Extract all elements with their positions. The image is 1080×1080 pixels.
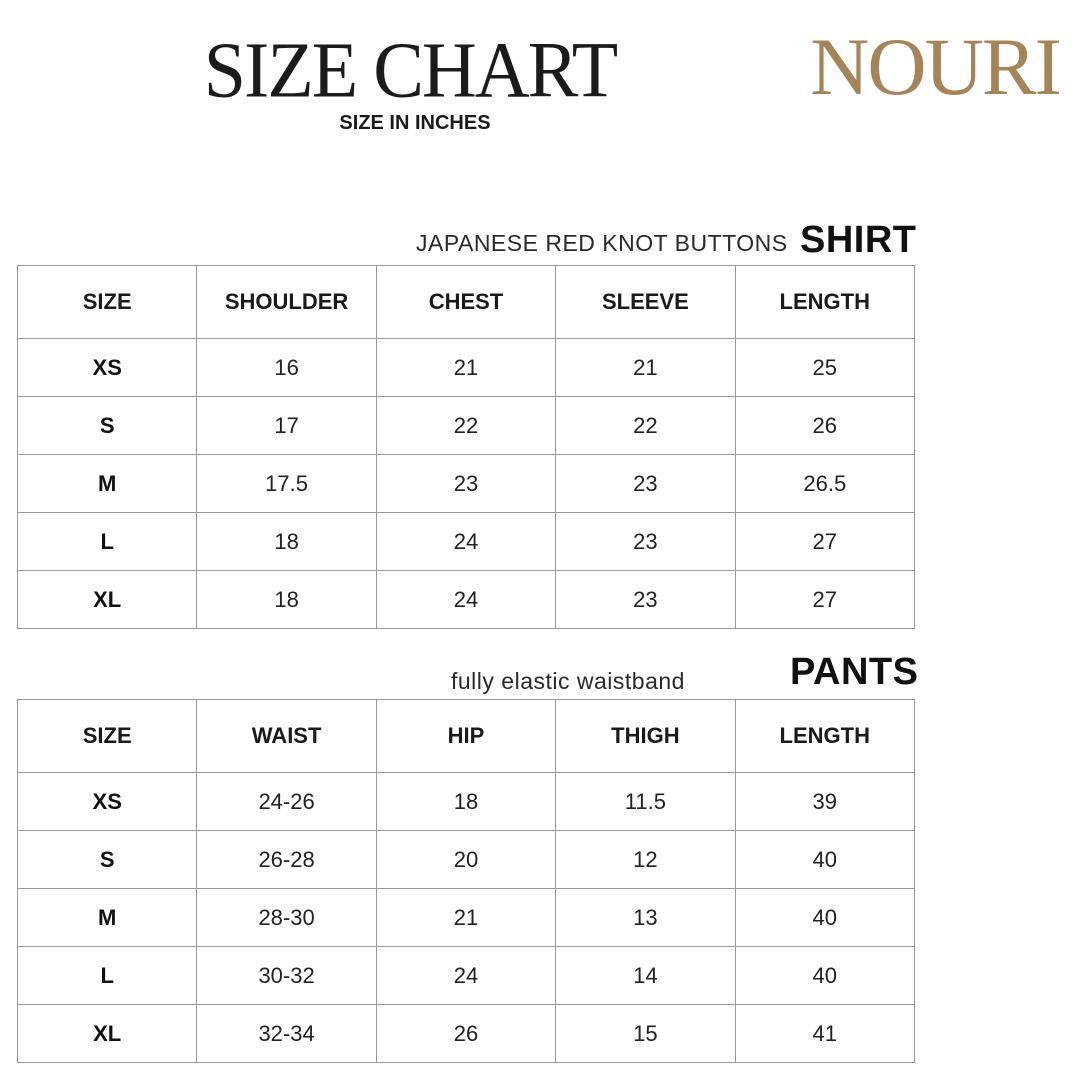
table-cell: 17.5 xyxy=(197,455,376,513)
size-cell: L xyxy=(18,513,197,571)
table-cell: 18 xyxy=(197,571,376,629)
table-cell: 40 xyxy=(735,889,914,947)
column-header: CHEST xyxy=(376,266,555,339)
pants-note: fully elastic waistband xyxy=(451,668,685,694)
page-subtitle: SIZE IN INCHES xyxy=(339,112,491,134)
shirt-title: SHIRT xyxy=(800,219,917,261)
size-cell: S xyxy=(18,397,197,455)
table-cell: 16 xyxy=(197,339,376,397)
size-cell: XL xyxy=(18,571,197,629)
table-row xyxy=(18,1005,915,1063)
table-cell: 39 xyxy=(735,773,914,831)
table-cell: 21 xyxy=(556,339,735,397)
size-cell: S xyxy=(18,831,197,889)
table-cell: 30-32 xyxy=(197,947,376,1005)
table-cell: 22 xyxy=(376,397,555,455)
table-cell: 28-30 xyxy=(197,889,376,947)
column-header: HIP xyxy=(376,700,555,773)
table-cell: 22 xyxy=(556,397,735,455)
table-cell: 24 xyxy=(376,571,555,629)
size-cell: XS xyxy=(18,339,197,397)
table-cell: 26 xyxy=(376,1005,555,1063)
table-cell: 32-34 xyxy=(197,1005,376,1063)
table-row xyxy=(18,889,915,947)
table-cell: 12 xyxy=(556,831,735,889)
table-cell: 23 xyxy=(556,571,735,629)
table-cell: 18 xyxy=(376,773,555,831)
shirt-size-table xyxy=(17,265,915,629)
table-row xyxy=(18,455,915,513)
table-cell: 24-26 xyxy=(197,773,376,831)
table-cell: 27 xyxy=(735,571,914,629)
table-cell: 20 xyxy=(376,831,555,889)
table-header-row xyxy=(18,266,915,339)
brand-logo: NOURI xyxy=(810,21,1060,112)
table-cell: 21 xyxy=(376,889,555,947)
table-cell: 21 xyxy=(376,339,555,397)
size-cell: L xyxy=(18,947,197,1005)
table-row xyxy=(18,339,915,397)
table-cell: 23 xyxy=(556,513,735,571)
table-cell: 24 xyxy=(376,513,555,571)
table-cell: 14 xyxy=(556,947,735,1005)
table-cell: 40 xyxy=(735,947,914,1005)
table-row xyxy=(18,397,915,455)
table-cell: 27 xyxy=(735,513,914,571)
pants-title: PANTS xyxy=(790,651,919,693)
table-cell: 25 xyxy=(735,339,914,397)
table-row xyxy=(18,571,915,629)
table-cell: 24 xyxy=(376,947,555,1005)
table-cell: 11.5 xyxy=(556,773,735,831)
table-cell: 26 xyxy=(735,397,914,455)
table-cell: 41 xyxy=(735,1005,914,1063)
column-header: LENGTH xyxy=(735,266,914,339)
table-row xyxy=(18,513,915,571)
size-cell: XL xyxy=(18,1005,197,1063)
table-row xyxy=(18,831,915,889)
size-cell: M xyxy=(18,455,197,513)
table-row xyxy=(18,773,915,831)
table-cell: 18 xyxy=(197,513,376,571)
column-header: SIZE xyxy=(18,266,197,339)
column-header: SIZE xyxy=(18,700,197,773)
table-cell: 26.5 xyxy=(735,455,914,513)
column-header: SHOULDER xyxy=(197,266,376,339)
column-header: LENGTH xyxy=(735,700,914,773)
table-cell: 15 xyxy=(556,1005,735,1063)
page-title: SIZE CHART xyxy=(203,25,617,115)
table-cell: 23 xyxy=(556,455,735,513)
pants-size-table xyxy=(17,699,915,1063)
table-cell: 23 xyxy=(376,455,555,513)
column-header: WAIST xyxy=(197,700,376,773)
table-cell: 17 xyxy=(197,397,376,455)
column-header: THIGH xyxy=(556,700,735,773)
table-cell: 13 xyxy=(556,889,735,947)
size-cell: M xyxy=(18,889,197,947)
table-header-row xyxy=(18,700,915,773)
table-cell: 26-28 xyxy=(197,831,376,889)
column-header: SLEEVE xyxy=(556,266,735,339)
table-row xyxy=(18,947,915,1005)
shirt-note: JAPANESE RED KNOT BUTTONS xyxy=(416,230,788,256)
table-cell: 40 xyxy=(735,831,914,889)
size-cell: XS xyxy=(18,773,197,831)
